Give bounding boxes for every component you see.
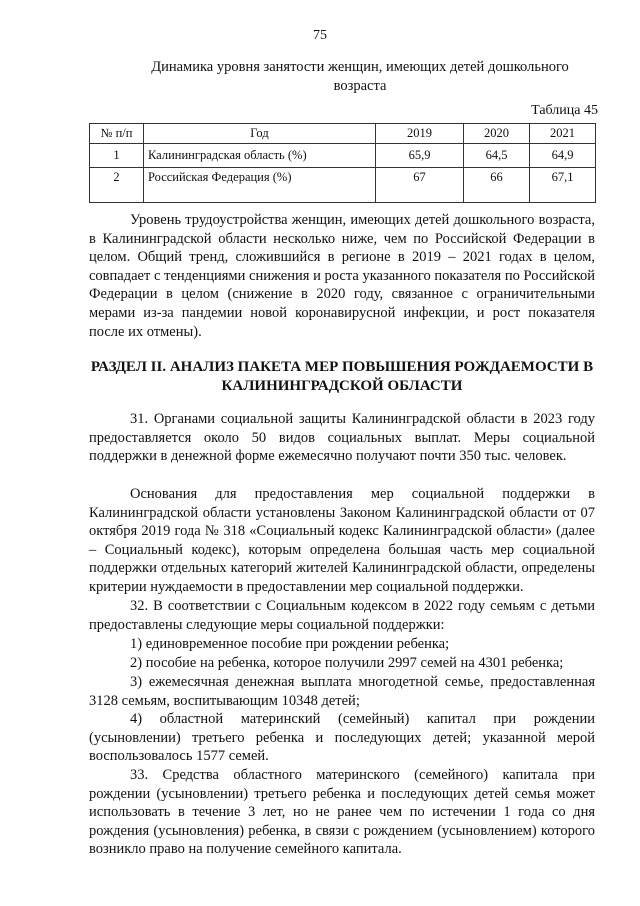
table-row [90, 168, 596, 203]
paragraph-32: 32. В соответствии с Социальным кодексом в 2022 году семьям с детьми предоставлены следующие меры социальной поддержки: [89, 598, 595, 633]
row-value-2019: 65,9 [376, 144, 464, 168]
employment-table [89, 123, 596, 203]
paragraph-33: 33. Средства областного материнского (семейного) капитала при рождении (усыновлении) третьего ребенка и последующих детей семья может использовать в течение 3 лет, но не ранее чем по истечении 1 года со дня рождения (усыновления) ребенка, в связи с рождением (усыновлением) которого возникло право на получение семейного капитала. [89, 767, 595, 858]
paragraph-31: 31. Органами социальной защиты Калининградской области в 2023 году предоставляется около 50 видов социальных выплат. Меры социальной поддержки в денежной форме ежемесячно получают почти 350 тыс. человек. [89, 411, 595, 465]
row-number: 1 [90, 144, 144, 168]
row-value-2021: 64,9 [530, 144, 596, 168]
header-year: Год [144, 124, 376, 144]
list-item-1: 1) единовременное пособие при рождении ребенка; [130, 636, 450, 652]
row-value-2021: 67,1 [530, 168, 596, 203]
table-row [90, 144, 596, 168]
header-2021: 2021 [530, 124, 596, 144]
list-item-4: 4) областной материнский (семейный) капитал при рождении (усыновлении) третьего ребенка и последующих детей; указанной мерой воспользовалось 1577 семей. [89, 711, 595, 765]
section-heading: РАЗДЕЛ II. АНАЛИЗ ПАКЕТА МЕР ПОВЫШЕНИЯ РОЖДАЕМОСТИ В КАЛИНИНГРАДСКОЙ ОБЛАСТИ [90, 359, 594, 394]
list-item-3: 3) ежемесячная денежная выплата многодетной семье, предоставленная 3128 семьям, воспитывающим 10348 детей; [89, 674, 595, 709]
row-region: Российская Федерация (%) [144, 168, 376, 203]
list-item-2: 2) пособие на ребенка, которое получили 2997 семей на 4301 ребенка; [130, 655, 564, 671]
page-number: 75 [313, 28, 327, 43]
header-2020: 2020 [464, 124, 530, 144]
table-label: Таблица 45 [531, 103, 598, 118]
table-header-row [90, 124, 596, 144]
row-number: 2 [90, 168, 144, 203]
row-region: Калининградская область (%) [144, 144, 376, 168]
header-number: № п/п [90, 124, 144, 144]
row-value-2020: 64,5 [464, 144, 530, 168]
table-title: Динамика уровня занятости женщин, имеющих детей дошкольного возраста [151, 59, 569, 94]
paragraph-employment-trend: Уровень трудоустройства женщин, имеющих детей дошкольного возраста, в Калининградской области несколько ниже, чем по Российской Федерации в целом. Общий тренд, сложившийся в регионе в 2019 – 2021 годах в целом, совпадает с тенденциями снижения и роста указанного показателя по Российской Федерации в целом (снижение в 2020 году, связанное с ограничительными мерами из-за пандемии новой коронавирусной инфекции, и рост показателя после их отмены). [89, 212, 595, 340]
paragraph-basis: Основания для предоставления мер социальной поддержки в Калининградской области установлены Законом Калининградской области от 07 октября 2019 года № 318 «Социальный кодекс Калининградской области» (далее – Социальный кодекс), которым определена большая часть мер социальной поддержки отдельных категорий жителей Калининградской области, определены критерии нуждаемости в предоставлении мер социальной поддержки. [89, 486, 595, 595]
row-value-2019: 67 [376, 168, 464, 203]
header-2019: 2019 [376, 124, 464, 144]
row-value-2020: 66 [464, 168, 530, 203]
